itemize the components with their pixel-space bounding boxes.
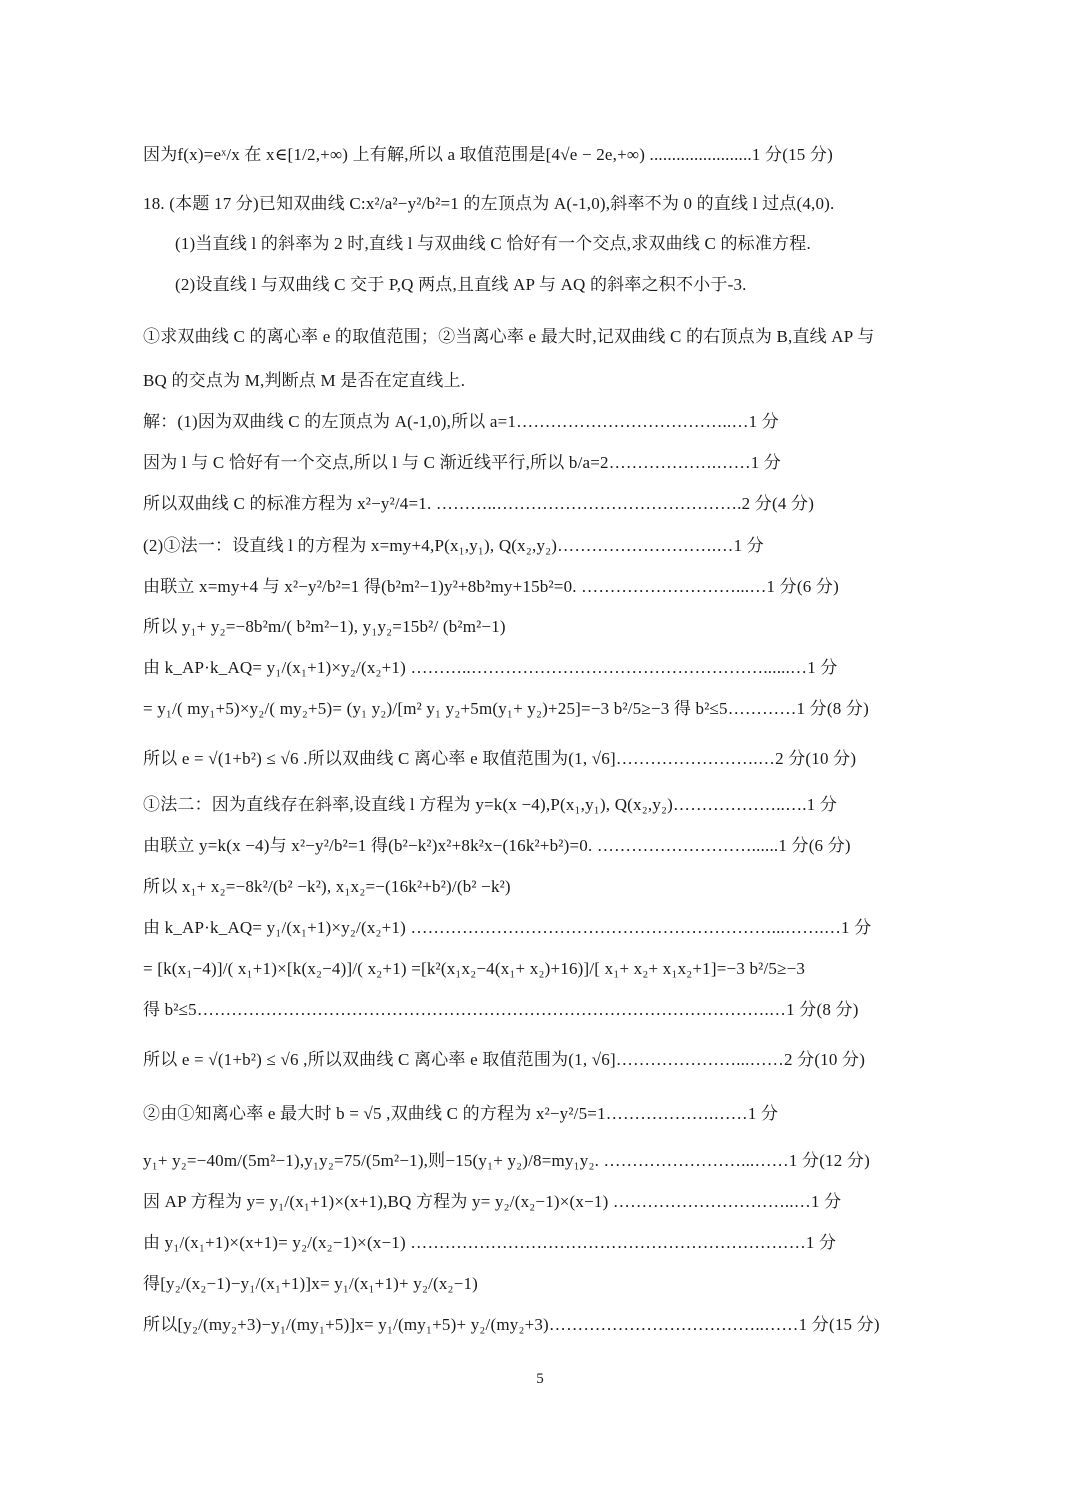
method-2-line-5: 得 b²≤5……………………………………………………………………………………….…1 分(8 分) [143,1000,859,1019]
problem-18-part-1: (1)当直线 l 的斜率为 2 时,直线 l 与双曲线 C 恰好有一个交点,求双曲线 C 的标准方程. [175,234,811,253]
solution-line-2: 因为 l 与 C 恰好有一个交点,所以 l 与 C 渐近线平行,所以 b/a=2……………….……1 分 [143,453,782,472]
problem-18-part-2-sub-cont: BQ 的交点为 M,判断点 M 是否在定直线上. [143,371,466,390]
problem-18-part-2-sub: ①求双曲线 C 的离心率 e 的取值范围；②当离心率 e 最大时,记双曲线 C 的右顶点为 B,直线 AP 与 [143,327,875,346]
part-2-sub-2-line-6: 所以[y₂/(my₂+3)−y₁/(my₁+5)]x= y₁/(my₁+5)+ y₂/(my₂+3)………………………………..……1 分(15 分) [143,1315,880,1334]
page-number: 5 [536,1371,544,1387]
method-2-heading: ①法二：因为直线存在斜率,设直线 l 方程为 y=k(x −4),P(x₁,y₁), Q(x₂,y₂)………………..….1 分 [143,795,838,814]
part-2-sub-2-line-3: 因 AP 方程为 y= y₁/(x₁+1)×(x+1),BQ 方程为 y= y₂/(x₂−1)×(x−1) …………………………..…1 分 [143,1192,842,1211]
method-2-line-4: = [k(x₁−4)]/( x₁+1)×[k(x₂−4)]/( x₂+1) =[k²(x₁x₂−4(x₁+ x₂)+16)]/[ x₁+ x₂+ x₁x₂+1]=−3 b²/5≥−3 [143,959,806,978]
method-2-line-1: 由联立 y=k(x −4)与 x²−y²/b²=1 得(b²−k²)x²+8k²x−(16k²+b²)=0. ………………………......1 分(6 分) [143,836,851,855]
method-2-conclusion: 所以 e = √(1+b²) ≤ √6 ,所以双曲线 C 离心率 e 取值范围为(1, √6]…………………...……2 分(10 分) [143,1050,866,1069]
part-2-sub-2-line-5: 得[y₂/(x₂−1)−y₁/(x₁+1)]x= y₁/(x₁+1)+ y₂/(x₂−1) [143,1274,479,1293]
line-1: 因为f(x)=eˣ/x 在 x∈[1/2,+∞) 上有解,所以 a 取值范围是[4√e − 2e,+∞) .......................1 分(15 分) [143,145,833,164]
method-1-line-4: = y₁/( my₁+5)×y₂/( my₂+5)= (y₁ y₂)/[m² y₁ y₂+5m(y₁+ y₂)+25]=−3 b²/5≥−3 得 b²≤5…………1 分(8 分) [143,699,869,718]
method-1-line-2: 所以 y₁+ y₂=−8b²m/( b²m²−1), y₁y₂=15b²/ (b²m²−1) [143,617,506,636]
problem-18-heading: 18. (本题 17 分)已知双曲线 C:x²/a²−y²/b²=1 的左顶点为 A(-1,0),斜率不为 0 的直线 l 过点(4,0). [143,194,835,213]
part-2-sub-2-line-2: y₁+ y₂=−40m/(5m²−1),y₁y₂=75/(5m²−1),则−15(y₁+ y₂)/8=my₁y₂. ……………………...……1 分(12 分) [143,1151,870,1170]
method-1-heading: (2)①法一：设直线 l 的方程为 x=my+4,P(x₁,y₁), Q(x₂,y₂)……………………….…1 分 [143,536,764,555]
solution-line-3: 所以双曲线 C 的标准方程为 x²−y²/4=1. ………..…………………………………….2 分(4 分) [143,494,815,513]
method-2-line-3: 由 k_AP·k_AQ= y₁/(x₁+1)×y₂/(x₂+1) ………………………………………………………...…….…1 分 [143,918,872,937]
method-2-line-2: 所以 x₁+ x₂=−8k²/(b² −k²), x₁x₂=−(16k²+b²)/(b² −k²) [143,877,511,896]
part-2-sub-2-line-1: ②由①知离心率 e 最大时 b = √5 ,双曲线 C 的方程为 x²−y²/5=1……………….……1 分 [143,1104,779,1123]
method-1-line-3: 由 k_AP·k_AQ= y₁/(x₁+1)×y₂/(x₂+1) ………..……………………………………………......…1 分 [143,658,838,677]
problem-18-part-2: (2)设直线 l 与双曲线 C 交于 P,Q 两点,且直线 AP 与 AQ 的斜率之积不小于-3. [175,275,747,294]
solution-line-1: 解：(1)因为双曲线 C 的左顶点为 A(-1,0),所以 a=1………………………………..…1 分 [143,412,780,431]
method-1-line-1: 由联立 x=my+4 与 x²−y²/b²=1 得(b²m²−1)y²+8b²my+15b²=0. ………………………...…1 分(6 分) [143,577,839,596]
method-1-conclusion: 所以 e = √(1+b²) ≤ √6 .所以双曲线 C 离心率 e 取值范围为(1, √6]…………………….…2 分(10 分) [143,749,857,768]
part-2-sub-2-line-4: 由 y₁/(x₁+1)×(x+1)= y₂/(x₂−1)×(x−1) ……………………………………………………………1 分 [143,1233,837,1252]
